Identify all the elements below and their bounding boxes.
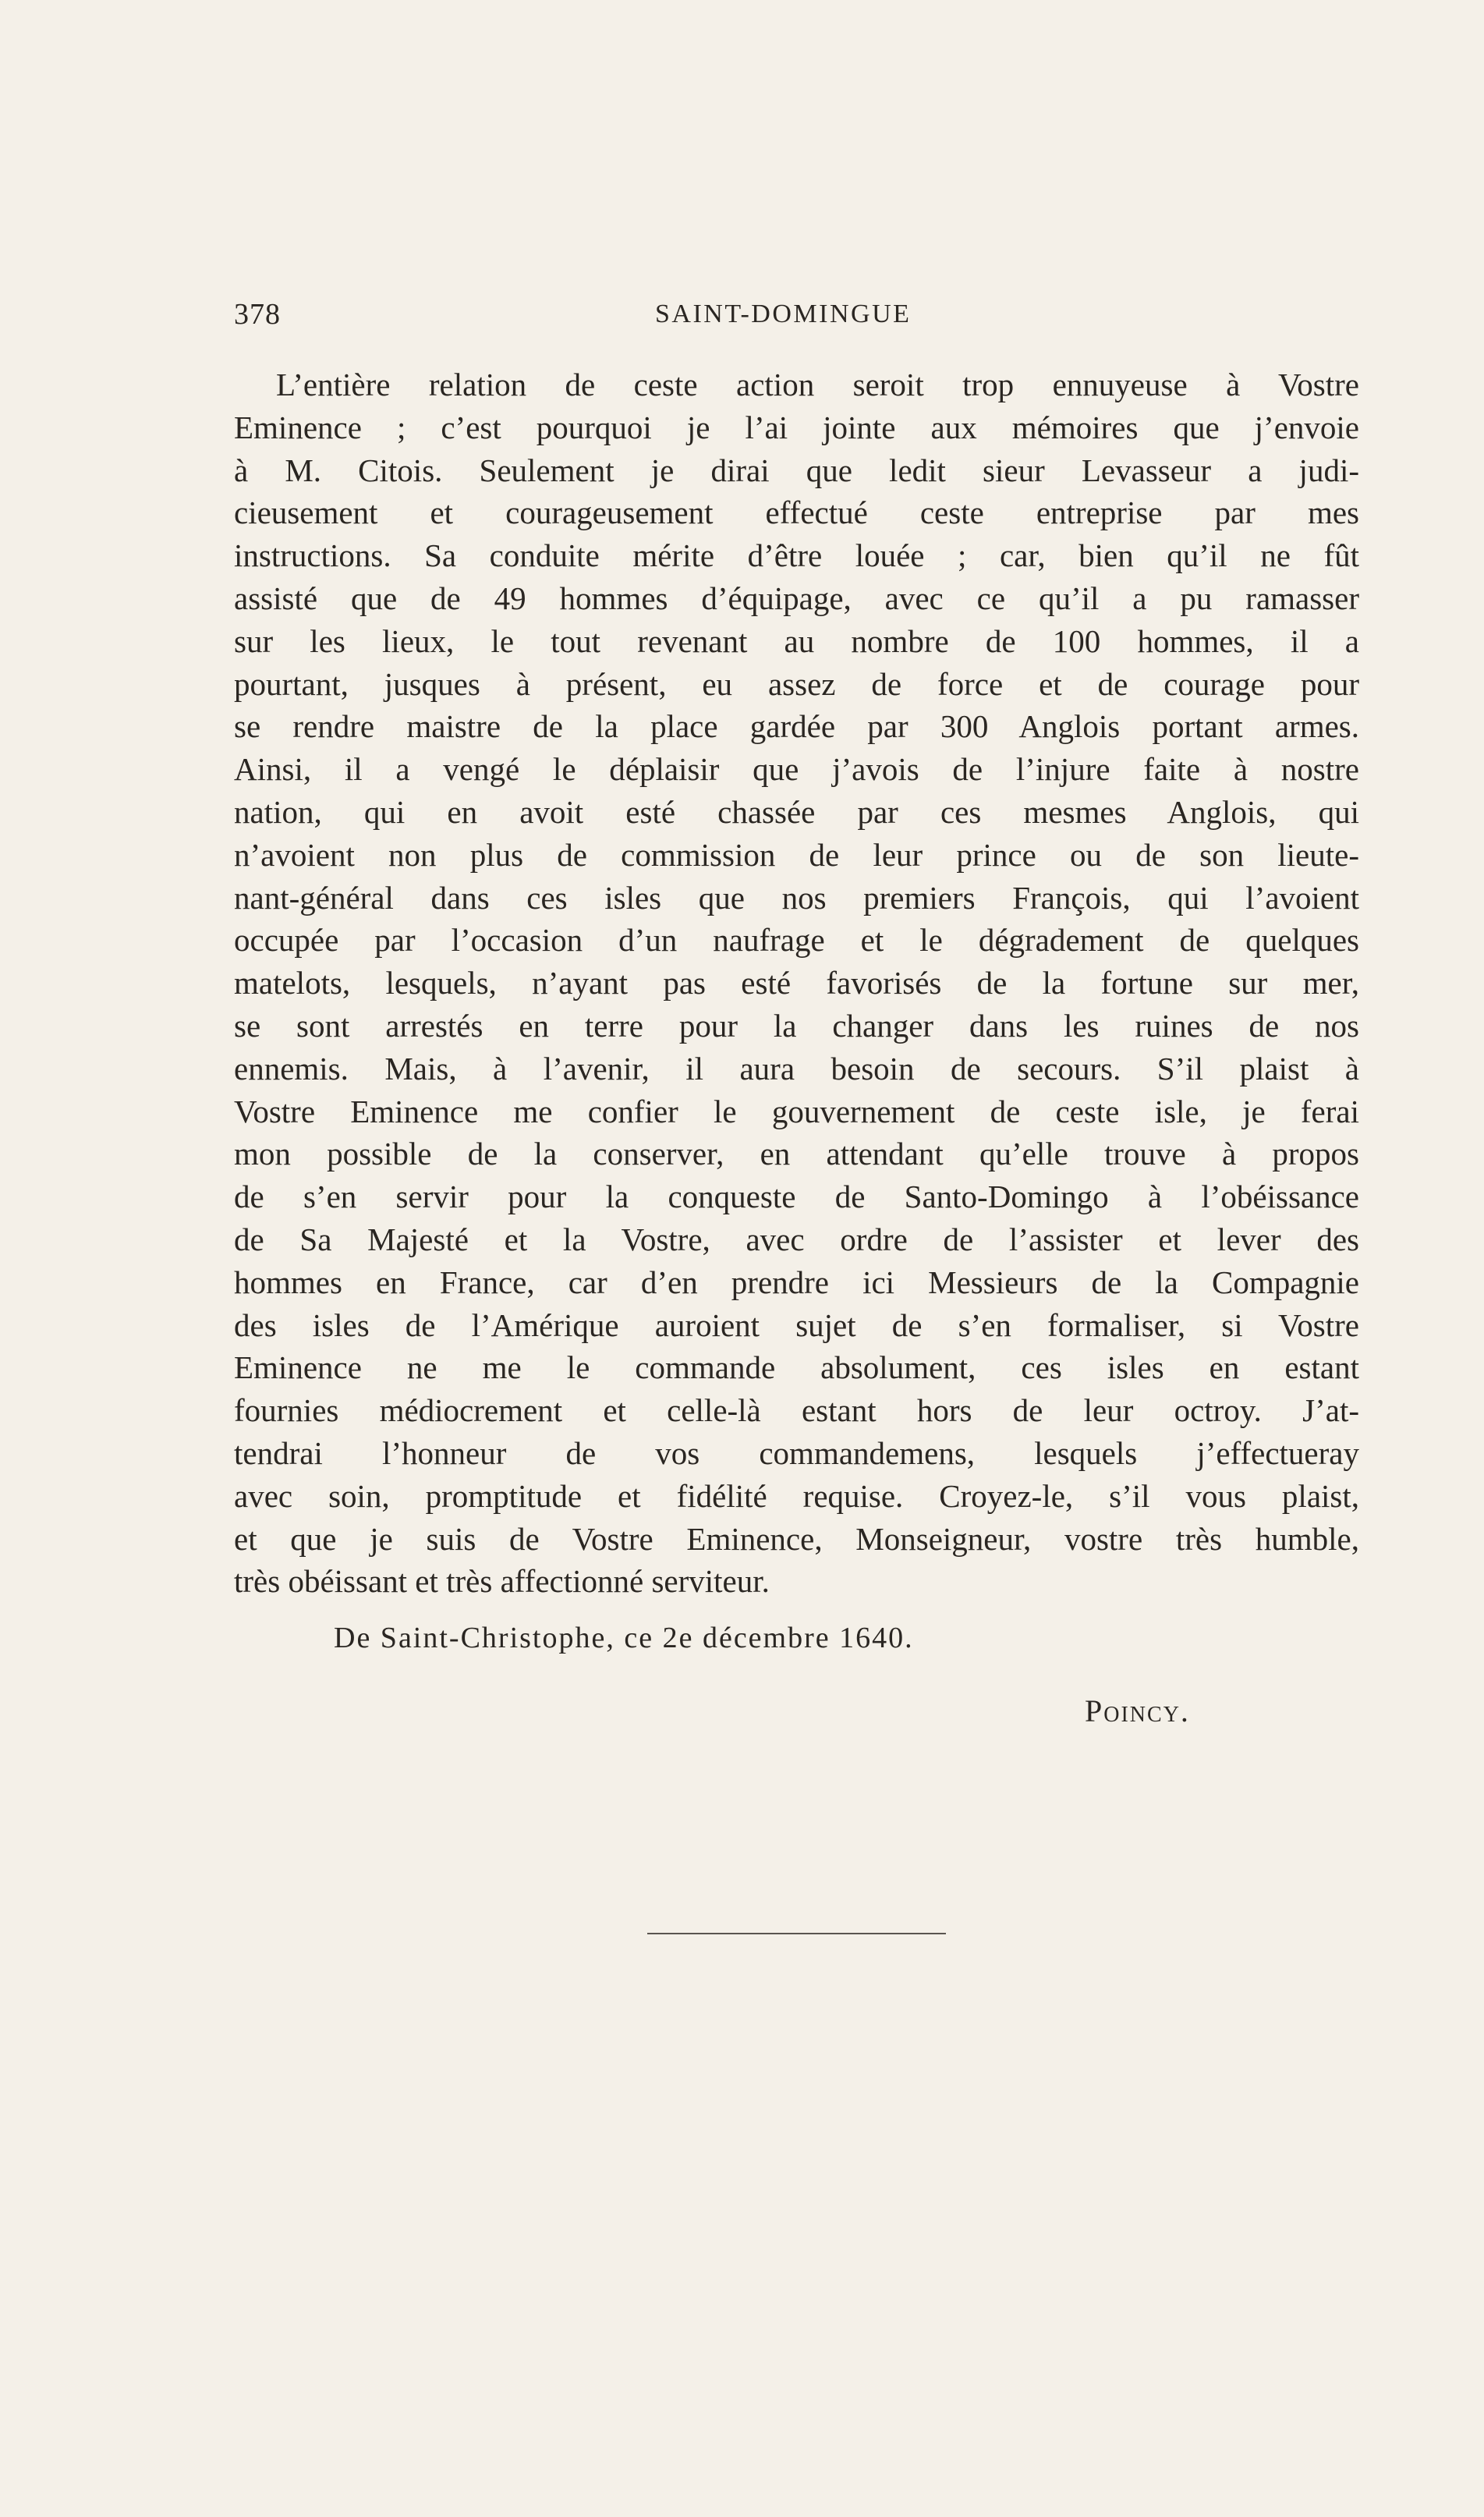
- page-number: 378: [234, 298, 281, 331]
- body-line: mon possible de la conserver, en attendant qu’elle trouve à propos: [234, 1136, 1359, 1172]
- body-line: occupée par l’occasion d’un naufrage et le dégradement de quelques: [234, 922, 1359, 959]
- body-line: fournies médiocrement et celle-là estant hors de leur octroy. J’at-: [234, 1392, 1359, 1429]
- dateline: De Saint-Christophe, ce 2e décembre 1640.: [334, 1622, 914, 1654]
- body-line: se sont arrestés en terre pour la changer dans les ruines de nos: [234, 1007, 1359, 1044]
- body-line: assisté que de 49 hommes d’équipage, avec ce qu’il a pu ramasser: [234, 580, 1359, 616]
- body-line: Vostre Eminence me confier le gouvernement de ceste isle, je ferai: [234, 1093, 1359, 1129]
- body-line: cieusement et courageusement effectué ceste entreprise par mes: [234, 495, 1359, 531]
- body-line: nation, qui en avoit esté chassée par ces mesmes Anglois, qui: [234, 793, 1359, 830]
- body-line: avec soin, promptitude et fidélité requise. Croyez-le, s’il vous plaist,: [234, 1477, 1359, 1514]
- body-line: des isles de l’Amérique auroient sujet de s’en formaliser, si Vostre: [234, 1306, 1359, 1343]
- signature: [1085, 1688, 1190, 1735]
- body-line: de s’en servir pour la conqueste de Santo-Domingo à l’obéissance: [234, 1179, 1359, 1215]
- body-line: L’entière relation de ceste action seroit trop ennuyeuse à Vostre: [276, 367, 1359, 402]
- body-line: nant-général dans ces isles que nos premiers François, qui l’avoient: [234, 879, 1359, 916]
- body-line: ennemis. Mais, à l’avenir, il aura besoin de secours. S’il plaist à: [234, 1050, 1359, 1087]
- body-line: très obéissant et très affectionné serviteur.: [234, 1563, 770, 1600]
- body-line: Eminence ; c’est pourquoi je l’ai jointe aux mémoires que j’envoie: [234, 409, 1359, 445]
- body-line: à M. Citois. Seulement je dirai que ledit sieur Levasseur a judi-: [234, 452, 1359, 488]
- body-line: matelots, lesquels, n’ayant pas esté favorisés de la fortune sur mer,: [234, 965, 1359, 1001]
- body-line: pourtant, jusques à présent, eu assez de force et de courage pour: [234, 665, 1359, 702]
- running-title: SAINT-DOMINGUE: [655, 300, 912, 328]
- body-line: sur les lieux, le tout revenant au nombre de 100 hommes, il a: [234, 622, 1359, 659]
- body-line: Ainsi, il a vengé le déplaisir que j’avois de l’injure faite à nostre: [234, 751, 1359, 788]
- body-line: et que je suis de Vostre Eminence, Monseigneur, vostre très humble,: [234, 1520, 1359, 1557]
- body-line: Eminence ne me le commande absolument, ces isles en estant: [234, 1349, 1359, 1386]
- signature-name: Poincy.: [1085, 1693, 1190, 1728]
- letter-body: [234, 363, 1359, 1603]
- body-line: instructions. Sa conduite mérite d’être louée ; car, bien qu’il ne fût: [234, 537, 1359, 574]
- body-line: tendrai l’honneur de vos commandemens, lesquels j’effectueray: [234, 1434, 1359, 1471]
- body-line: se rendre maistre de la place gardée par 300 Anglois portant armes.: [234, 708, 1359, 745]
- end-divider: [647, 1933, 946, 1934]
- body-line: de Sa Majesté et la Vostre, avec ordre de l’assister et lever des: [234, 1221, 1359, 1257]
- running-head: [234, 291, 1310, 338]
- body-line: n’avoient non plus de commission de leur prince ou de son lieute-: [234, 836, 1359, 873]
- body-line: hommes en France, car d’en prendre ici Messieurs de la Compagnie: [234, 1264, 1359, 1300]
